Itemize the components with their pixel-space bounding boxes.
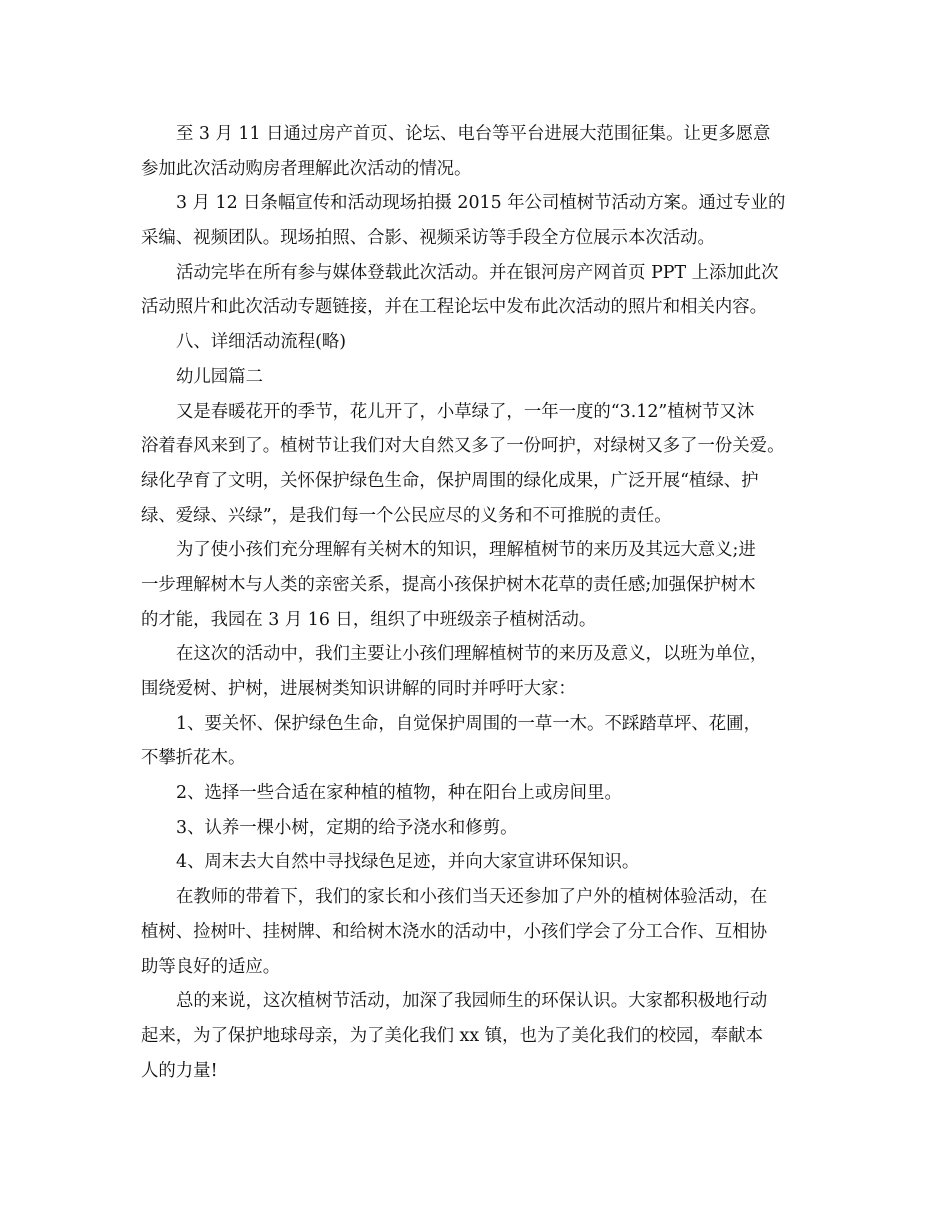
article-title: 幼儿园篇二 (176, 366, 263, 387)
document-body (141, 117, 813, 1088)
text-line: 的才能，我园在 3 月 16 日，组织了中班级亲子植树活动。 (141, 609, 597, 630)
text-line: 在这次的活动中，我们主要让小孩们理解植树节的来历及意义，以班为单位， (176, 644, 768, 665)
text-line: 活动照片和此次活动专题链接，并在工程论坛中发布此次活动的照片和相关内容。 (141, 297, 768, 318)
text-line: 绿、爱绿、兴绿”，是我们每一个公民应尽的义务和不可推脱的责任。 (141, 505, 672, 526)
text-line: 在教师的带着下，我们的家长和小孩们当天还参加了户外的植树体验活动，在 (176, 887, 768, 908)
text-line: 起来，为了保护地球母亲，为了美化我们 xx 镇，也为了美化我们的校园，奉献本 (141, 1025, 763, 1046)
list-item: 2、选择一些合适在家种植的植物，种在阳台上或房间里。 (176, 783, 622, 804)
text-line: 参加此次活动购房者理解此次活动的情况。 (141, 158, 472, 179)
text-line: 一步理解树木与人类的亲密关系，提高小孩保护树木花草的责任感;加强保护树木 (141, 574, 756, 595)
text-line: 至 3 月 11 日通过房产首页、论坛、电台等平台进展大范围征集。让更多愿意 (176, 124, 771, 144)
list-item: 3、认养一棵小树，定期的给予浇水和修剪。 (176, 817, 518, 838)
text-line: 又是春暖花开的季节，花儿开了，小草绿了，一年一度的“3.12”植树节又沐 (176, 401, 755, 422)
text-line: 助等良好的适应。 (141, 956, 281, 977)
text-line: 人的力量! (141, 1060, 218, 1081)
text-line: 植树、捡树叶、挂树牌、和给树木浇水的活动中，小孩们学会了分工合作、互相协 (141, 921, 768, 942)
text-line: 总的来说，这次植树节活动，加深了我园师生的环保认识。大家都积极地行动 (176, 991, 768, 1012)
text-line: 活动完毕在所有参与媒体登载此次活动。并在银河房产网首页 PPT 上添加此次 (176, 262, 779, 283)
text-line: 为了使小孩们充分理解有关树木的知识，理解植树节的来历及其远大意义;进 (176, 540, 756, 561)
text-line: 绿化孕育了文明，关怀保护绿色生命，保护周围的绿化成果，广泛开展“植绿、护 (141, 470, 759, 491)
list-item: 1、要关怀、保护绿色生命，自觉保护周围的一草一木。不踩踏草坪、花圃， (176, 713, 761, 734)
list-item: 4、周末去大自然中寻找绿色足迹，并向大家宣讲环保知识。 (176, 852, 640, 873)
section-heading: 八、详细活动流程(略) (176, 332, 347, 353)
text-line: 浴着春风来到了。植树节让我们对大自然又多了一份呵护，对绿树又多了一份关爱。 (141, 436, 785, 457)
text-line: 3 月 12 日条幅宣传和活动现场拍摄 2015 年公司植树节活动方案。通过专业的 (176, 193, 786, 214)
text-line: 不攀折花木。 (141, 748, 246, 769)
text-line: 围绕爱树、护树，进展树类知识讲解的同时并呼吁大家： (141, 679, 576, 699)
text-line: 采编、视频团队。现场拍照、合影、视频采访等手段全方位展示本次活动。 (141, 228, 715, 249)
